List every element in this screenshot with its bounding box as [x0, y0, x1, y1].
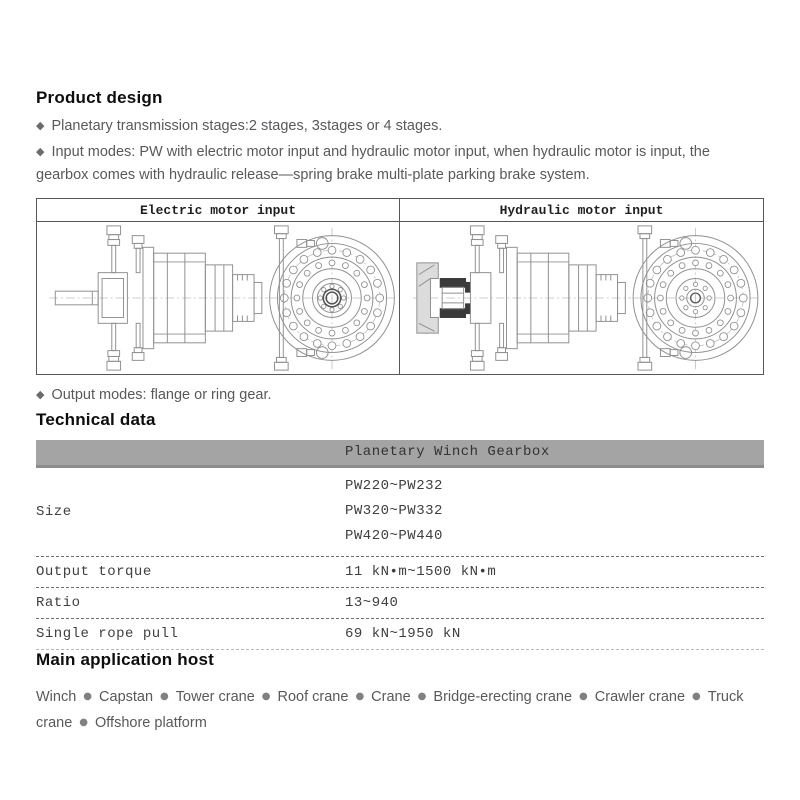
hydraulic-motor-input-header: Hydraulic motor input	[400, 199, 763, 222]
row-label: Output torque	[36, 564, 152, 580]
table-row-ratio	[36, 588, 764, 619]
row-value	[345, 474, 764, 549]
hydraulic-motor-input-drawing	[400, 222, 763, 374]
application-item: Crawler crane	[594, 688, 686, 705]
row-label: Single rope pull	[36, 626, 179, 642]
row-value: 11 kN•m~1500 kN•m	[345, 564, 497, 580]
application-item: Roof crane	[277, 688, 349, 705]
diamond-bullet-icon: ◆	[36, 145, 45, 158]
bullet-transmission-stages-text: Planetary transmission stages:2 stages, 3stages or 4 stages.	[51, 118, 443, 134]
application-item: Crane	[371, 688, 411, 705]
application-item: Truck crane	[36, 688, 744, 731]
application-item: Offshore platform	[95, 714, 207, 731]
technical-data-title: Technical data	[36, 410, 156, 429]
main-application-host-title: Main application host	[36, 650, 214, 669]
application-item: Capstan	[99, 688, 154, 705]
row-label: Size	[36, 503, 72, 520]
diamond-bullet-icon: ◆	[36, 119, 45, 132]
size-range-1: PW220~PW232	[345, 478, 443, 494]
electric-motor-input-header: Electric motor input	[37, 199, 400, 222]
table-row-single-rope-pull	[36, 619, 764, 650]
diamond-bullet-icon: ◆	[36, 388, 45, 401]
bullet-output-modes	[36, 384, 764, 407]
bullet-input-modes	[36, 141, 764, 187]
bullet-transmission-stages	[36, 115, 764, 138]
row-value: 13~940	[345, 595, 399, 611]
bullet-input-modes-text: Input modes: PW with electric motor input and hydraulic motor input, when hydraulic motor is input, the gearbox comes with hydraulic release—spring brake multi-plate parking brake system.	[36, 144, 710, 183]
size-range-2: PW320~PW332	[345, 503, 443, 519]
table-header-planetary-winch-gearbox: Planetary Winch Gearbox	[36, 440, 764, 468]
product-design-title: Product design	[36, 88, 163, 107]
technical-data-table	[36, 440, 764, 650]
electric-motor-input-drawing	[37, 222, 400, 374]
motor-input-diagram-panel	[36, 198, 764, 375]
row-label: Ratio	[36, 595, 81, 611]
size-range-3: PW420~PW440	[345, 528, 443, 544]
electric-gearbox-technical-drawing	[37, 222, 399, 374]
application-item: Winch	[36, 688, 77, 705]
hydraulic-gearbox-technical-drawing	[400, 222, 763, 374]
row-value: 69 kN~1950 kN	[345, 626, 461, 642]
application-item: Bridge-erecting crane	[433, 688, 573, 705]
application-list: Winch ● Capstan ● Tower crane ● Roof crane ● Crane ● Bridge-erecting crane ● Crawler crane ● Truck crane ● Offshore platform	[36, 688, 744, 731]
application-item: Tower crane	[175, 688, 255, 705]
table-row-output-torque	[36, 557, 764, 588]
bullet-output-modes-text: Output modes: flange or ring gear.	[51, 387, 272, 403]
table-row-size	[36, 468, 764, 557]
